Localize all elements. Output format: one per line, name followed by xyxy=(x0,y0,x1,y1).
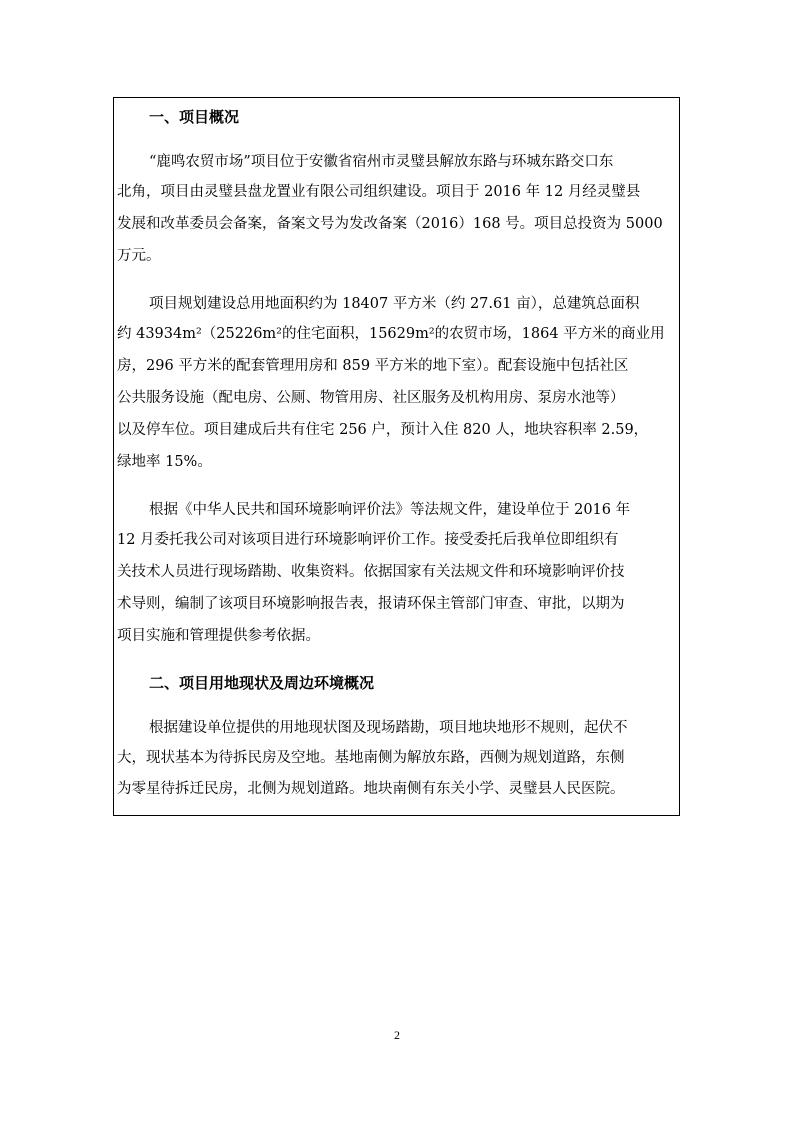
section-heading-project-overview: 一、项目概况 xyxy=(149,108,240,126)
paragraph-line: 以及停车位。项目建成后共有住宅 256 户，预计入住 820 人，地块容积率 2.59， xyxy=(117,422,649,438)
paragraph-line: 发展和改革委员会备案，备案文号为发改备案（2016）168 号。项目总投资为 5000 xyxy=(117,216,663,232)
paragraph-line: 术导则，编制了该项目环境影响报告表，报请环保主管部门审查、审批，以期为 xyxy=(117,596,625,612)
page-number: 2 xyxy=(394,1028,400,1042)
paragraph-line: 绿地率 15%。 xyxy=(117,454,212,470)
section-heading-land-status: 二、项目用地现状及周边环境概况 xyxy=(149,674,375,692)
paragraph-line: 公共服务设施（配电房、公厕、物管用房、社区服务及机构用房、泵房水池等） xyxy=(117,390,625,406)
paragraph-line: “鹿鸣农贸市场”项目位于安徽省宿州市灵璧县解放东路与环城东路交口东 xyxy=(149,154,614,170)
paragraph-line: 万元。 xyxy=(117,248,161,264)
paragraph-line: 大，现状基本为待拆民房及空地。基地南侧为解放东路，西侧为规划道路，东侧 xyxy=(117,750,625,766)
paragraph-line: 北角，项目由灵璧县盘龙置业有限公司组织建设。项目于 2016 年 12 月经灵璧县 xyxy=(117,184,641,200)
paragraph-line: 项目实施和管理提供参考依据。 xyxy=(117,628,320,644)
paragraph-line: 12 月委托我公司对该项目进行环境影响评价工作。接受委托后我单位即组织有 xyxy=(117,532,619,548)
paragraph-line: 房，296 平方米的配套管理用房和 859 平方米的地下室）。配套设施中包括社区 xyxy=(117,358,629,374)
paragraph-line: 根据建设单位提供的用地现状图及现场踏勘，项目地块地形不规则，起伏不 xyxy=(149,720,628,736)
paragraph-line: 根据《中华人民共和国环境影响评价法》等法规文件，建设单位于 2016 年 xyxy=(149,502,631,518)
paragraph-line: 为零星待拆迁民房，北侧为规划道路。地块南侧有东关小学、灵璧县人民医院。 xyxy=(117,781,625,797)
paragraph-line: 关技术人员进行现场踏勘、收集资料。依据国家有关法规文件和环境影响评价技 xyxy=(117,564,625,580)
paragraph-line: 约 43934m²（25226m²的住宅面积，15629m²的农贸市场，1864 平方米的商业用 xyxy=(117,326,665,342)
paragraph-line: 项目规划建设总用地面积约为 18407 平方米（约 27.61 亩），总建筑总面积 xyxy=(149,296,640,312)
